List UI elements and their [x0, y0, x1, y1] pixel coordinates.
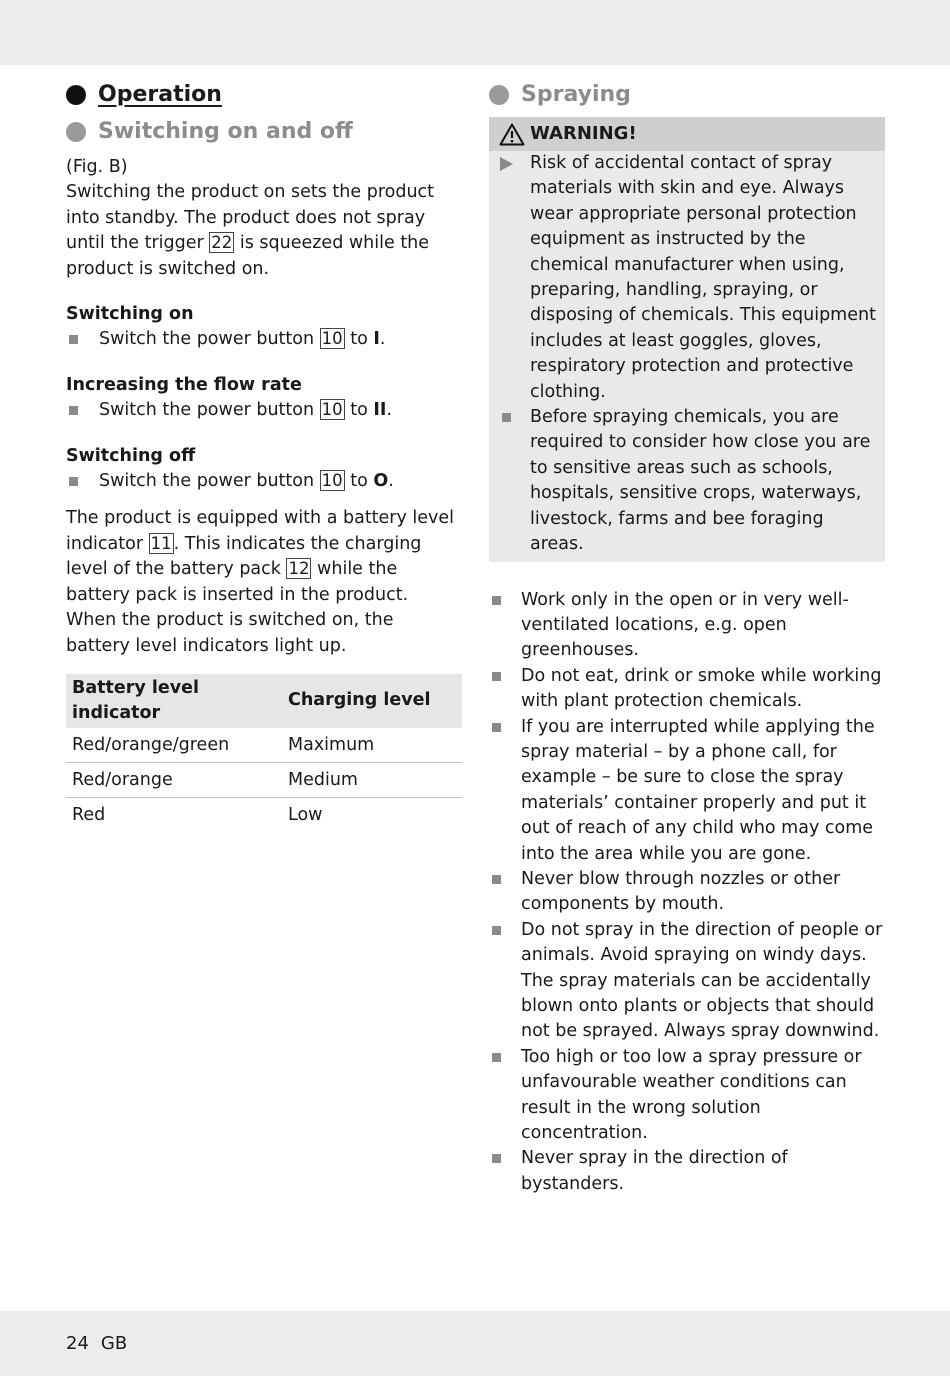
ref-trigger: 22: [211, 233, 233, 253]
bullet-dot-icon: [66, 85, 86, 105]
switch-symbol: I: [373, 329, 380, 350]
step-text: to: [344, 400, 374, 421]
left-column: [66, 80, 462, 832]
square-bullet-icon: [69, 477, 78, 486]
spraying-heading: [489, 80, 885, 110]
flow-rate-step: [66, 398, 462, 423]
spraying-heading-text: Spraying: [521, 82, 631, 107]
square-bullet-icon: [492, 596, 501, 605]
intro-text-2: is squeezed while the product is switched on.: [66, 233, 430, 279]
fig-reference: (Fig. B): [66, 157, 128, 177]
bullet-dot-icon: [489, 85, 509, 105]
warning-box: [489, 117, 885, 562]
step-text: .: [379, 329, 386, 350]
square-bullet-icon: [492, 875, 501, 884]
square-bullet-icon: [492, 1053, 501, 1062]
header-band: [0, 0, 950, 65]
footer-band: [0, 1311, 950, 1376]
bullet-dot-icon: [66, 122, 86, 142]
table-row: [66, 797, 462, 832]
warning-header: [489, 117, 885, 151]
square-bullet-icon: [69, 406, 78, 415]
warning-triangle-icon: [499, 123, 525, 146]
switching-heading-text: Switching on and off: [98, 119, 353, 144]
list-item-text: If you are interrupted while applying the spray material – by a phone call, for example – be sure to close the spray materials’ container properly and put it out of reach of any child who may come into the area while you are gone.: [521, 716, 875, 864]
table-cell: Maximum: [282, 728, 462, 763]
list-item: [489, 664, 885, 715]
square-bullet-icon: [492, 723, 501, 732]
battery-level-table: [66, 674, 462, 832]
spraying-instructions: [489, 588, 885, 1198]
intro-paragraph: [66, 180, 462, 282]
square-bullet-icon: [492, 672, 501, 681]
table-header-cell: Charging level: [282, 674, 462, 728]
switching-heading: [66, 117, 462, 147]
ref-power-button: 10: [321, 329, 343, 349]
ref-power-button: 10: [321, 400, 343, 420]
triangle-bullet-icon: [500, 157, 513, 171]
intro-text-1: Switching the product on sets the product into standby. The product does not spray until the trigger: [66, 182, 435, 254]
step-text: Switch the power button: [99, 471, 320, 492]
list-item: [489, 1146, 885, 1197]
warning-item: [489, 151, 885, 405]
table-cell: Red/orange/green: [66, 728, 282, 763]
battery-text-3: while the battery pack is inserted in the product. When the product is switched on, the battery level indicators light up.: [66, 559, 409, 656]
list-item: [489, 867, 885, 918]
warning-title: WARNING!: [530, 123, 637, 145]
switch-symbol: O: [373, 471, 389, 492]
warning-item-text: Before spraying chemicals, you are required to consider how close you are to sensitive areas such as schools, hospitals, sensitive crops, waterways, livestock, farms and bee foraging areas.: [530, 407, 871, 555]
step-text: .: [388, 471, 394, 492]
list-item-text: Do not eat, drink or smoke while working with plant protection chemicals.: [521, 665, 882, 712]
warning-item-text: Risk of accidental contact of spray materials with skin and eye. Always wear appropriate personal protection equipment as instructed by the chemical manufacturer when using, preparing, handling, spraying, or disposing of chemicals. This equipment includes at least goggles, gloves, respiratory protection and protective clothing.: [530, 153, 876, 402]
table-row: [66, 728, 462, 763]
list-item: [489, 1045, 885, 1147]
list-item-text: Do not spray in the direction of people or animals. Avoid spraying on windy days. The spray materials can be accidentally blown onto plants or objects that should not be sprayed. Always spray downwind.: [521, 919, 883, 1042]
operation-heading: [66, 80, 462, 110]
list-item: [489, 588, 885, 664]
table-header-row: [66, 674, 462, 728]
square-bullet-icon: [492, 926, 501, 935]
switch-symbol: II: [373, 400, 387, 421]
battery-text-2: . This indicates the charging level of the battery pack: [66, 533, 422, 580]
table-cell: Medium: [282, 762, 462, 797]
list-item-text: Work only in the open or in very well-ventilated locations, e.g. open greenhouses.: [521, 589, 849, 661]
table-header-cell: Battery level indicator: [66, 674, 282, 728]
switching-on-step: [66, 327, 462, 352]
warning-item: [489, 405, 885, 557]
square-bullet-icon: [502, 413, 511, 422]
ref-battery-indicator: 11: [150, 533, 172, 553]
square-bullet-icon: [69, 335, 78, 344]
table-cell: Red: [72, 804, 106, 825]
battery-paragraph: [66, 506, 462, 658]
step-text: Switch the power button: [99, 329, 320, 350]
right-column: [489, 80, 885, 1197]
step-text: .: [386, 400, 392, 421]
ref-power-button: 10: [321, 471, 343, 491]
list-item: [489, 918, 885, 1045]
flow-rate-title: Increasing the flow rate: [66, 374, 302, 395]
language-code: GB: [100, 1333, 128, 1354]
list-item-text: Never blow through nozzles or other components by mouth.: [521, 868, 841, 915]
table-cell: Red/orange: [66, 762, 282, 797]
list-item: [489, 715, 885, 867]
step-text: to: [344, 329, 374, 350]
operation-heading-text: Operation: [98, 82, 222, 107]
step-text: to: [344, 471, 374, 492]
switching-on-title: Switching on: [66, 304, 194, 325]
list-item-text: Too high or too low a spray pressure or unfavourable weather conditions can result in the wrong solution concentration.: [521, 1046, 862, 1144]
switching-off-title: Switching off: [66, 445, 196, 466]
list-item-text: Never spray in the direction of bystanders.: [521, 1148, 788, 1194]
ref-battery-pack: 12: [288, 559, 310, 579]
page-footer: [66, 1332, 139, 1356]
step-text: Switch the power button: [99, 400, 320, 421]
battery-text-1: The product is equipped with a battery level indicator: [66, 508, 455, 554]
table-row: [66, 762, 462, 797]
switching-off-step: [66, 469, 462, 494]
square-bullet-icon: [492, 1154, 501, 1163]
table-cell: Low: [288, 804, 323, 825]
page-number: 24: [66, 1333, 89, 1354]
